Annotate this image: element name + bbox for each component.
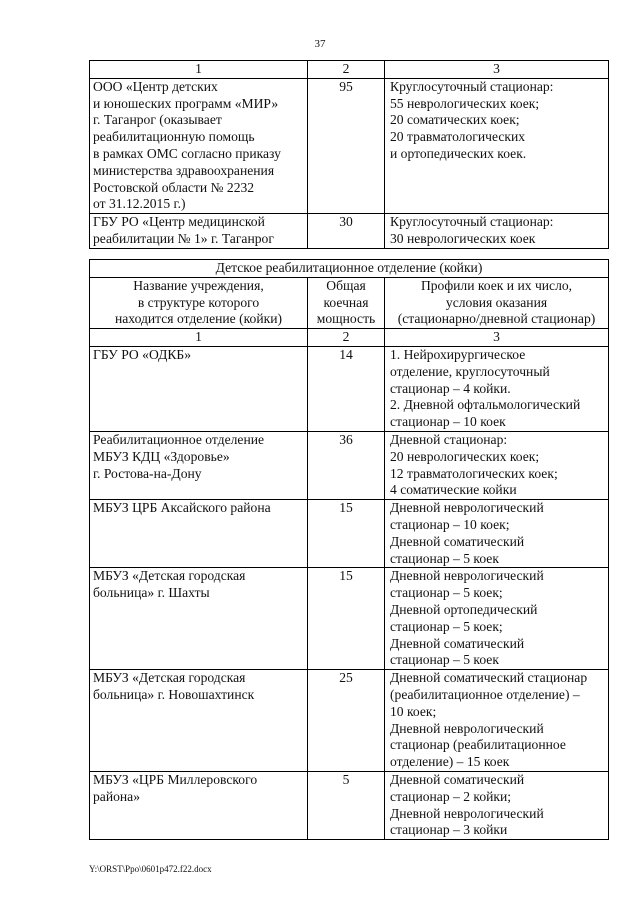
bed-profile: Дневной соматический стационар (реабилитационное отделение) – 10 коек; Дневной неврологический стационар (реабилитационное отделение) – 15 коек <box>385 670 609 772</box>
bed-capacity: 15 <box>308 568 385 670</box>
column-number: 2 <box>308 61 385 79</box>
column-header-capacity: Общая коечная мощность <box>308 277 385 328</box>
table-row <box>90 500 609 568</box>
institution-name: МБУЗ «Детская городская больница» г. Новошахтинск <box>90 670 308 772</box>
institution-name: МБУЗ ЦРБ Аксайского района <box>90 500 308 568</box>
table-row <box>90 670 609 772</box>
institution-name: ГБУ РО «Центр медицинской реабилитации № 1» г. Таганрог <box>90 214 308 249</box>
bed-capacity: 15 <box>308 500 385 568</box>
column-header-profile: Профили коек и их число, условия оказания (стационарно/дневной стационар) <box>385 277 609 328</box>
bed-capacity: 5 <box>308 771 385 839</box>
bed-profile: Круглосуточный стационар: 30 неврологических коек <box>385 214 609 249</box>
table-row <box>90 214 609 249</box>
footer-file-path: Y:\ORST\Ppo\0601p472.f22.docx <box>89 864 212 874</box>
bed-capacity: 36 <box>308 431 385 499</box>
institution-name: ГБУ РО «ОДКБ» <box>90 346 308 431</box>
header-row <box>90 277 609 328</box>
bed-capacity: 25 <box>308 670 385 772</box>
column-number: 1 <box>90 329 308 347</box>
bed-capacity: 30 <box>308 214 385 249</box>
bed-profile: 1. Нейрохирургическое отделение, круглосуточный стационар – 4 койки. 2. Дневной офтальмологический стационар – 10 коек <box>385 346 609 431</box>
column-number: 2 <box>308 329 385 347</box>
institution-name: МБУЗ «ЦРБ Миллеровского района» <box>90 771 308 839</box>
bed-profile: Дневной стационар: 20 неврологических коек; 12 травматологических коек; 4 соматические койки <box>385 431 609 499</box>
institution-name: МБУЗ «Детская городская больница» г. Шахты <box>90 568 308 670</box>
table-row <box>90 771 609 839</box>
column-number-row <box>90 329 609 347</box>
table-row <box>90 431 609 499</box>
main-table <box>89 259 609 840</box>
bed-profile: Дневной соматический стационар – 2 койки; Дневной неврологический стационар – 3 койки <box>385 771 609 839</box>
top-table <box>89 60 609 249</box>
bed-profile: Дневной неврологический стационар – 10 коек; Дневной соматический стационар – 5 коек <box>385 500 609 568</box>
bed-profile: Круглосуточный стационар: 55 неврологических коек; 20 соматических коек; 20 травматологических и ортопедических коек. <box>385 78 609 213</box>
institution-name: ООО «Центр детских и юношеских программ «МИР» г. Таганрог (оказывает реабилитационную помощь в рамках ОМС согласно приказу министерства здравоохранения Ростовской области № 2232 от 31.12.2015 г.) <box>90 78 308 213</box>
column-number: 3 <box>385 329 609 347</box>
bed-capacity: 14 <box>308 346 385 431</box>
column-number-row <box>90 61 609 79</box>
bed-capacity: 95 <box>308 78 385 213</box>
table-row <box>90 346 609 431</box>
institution-name: Реабилитационное отделение МБУЗ КДЦ «Здоровье» г. Ростова-на-Дону <box>90 431 308 499</box>
bed-profile: Дневной неврологический стационар – 5 коек; Дневной ортопедический стационар – 5 коек; Дневной соматический стационар – 5 коек <box>385 568 609 670</box>
page-number: 37 <box>314 38 326 50</box>
section-title-row <box>90 260 609 278</box>
table-row <box>90 78 609 213</box>
column-number: 3 <box>385 61 609 79</box>
column-header-name: Название учреждения, в структуре которого находится отделение (койки) <box>90 277 308 328</box>
table-row <box>90 568 609 670</box>
column-number: 1 <box>90 61 308 79</box>
section-title: Детское реабилитационное отделение (койки) <box>90 260 609 278</box>
